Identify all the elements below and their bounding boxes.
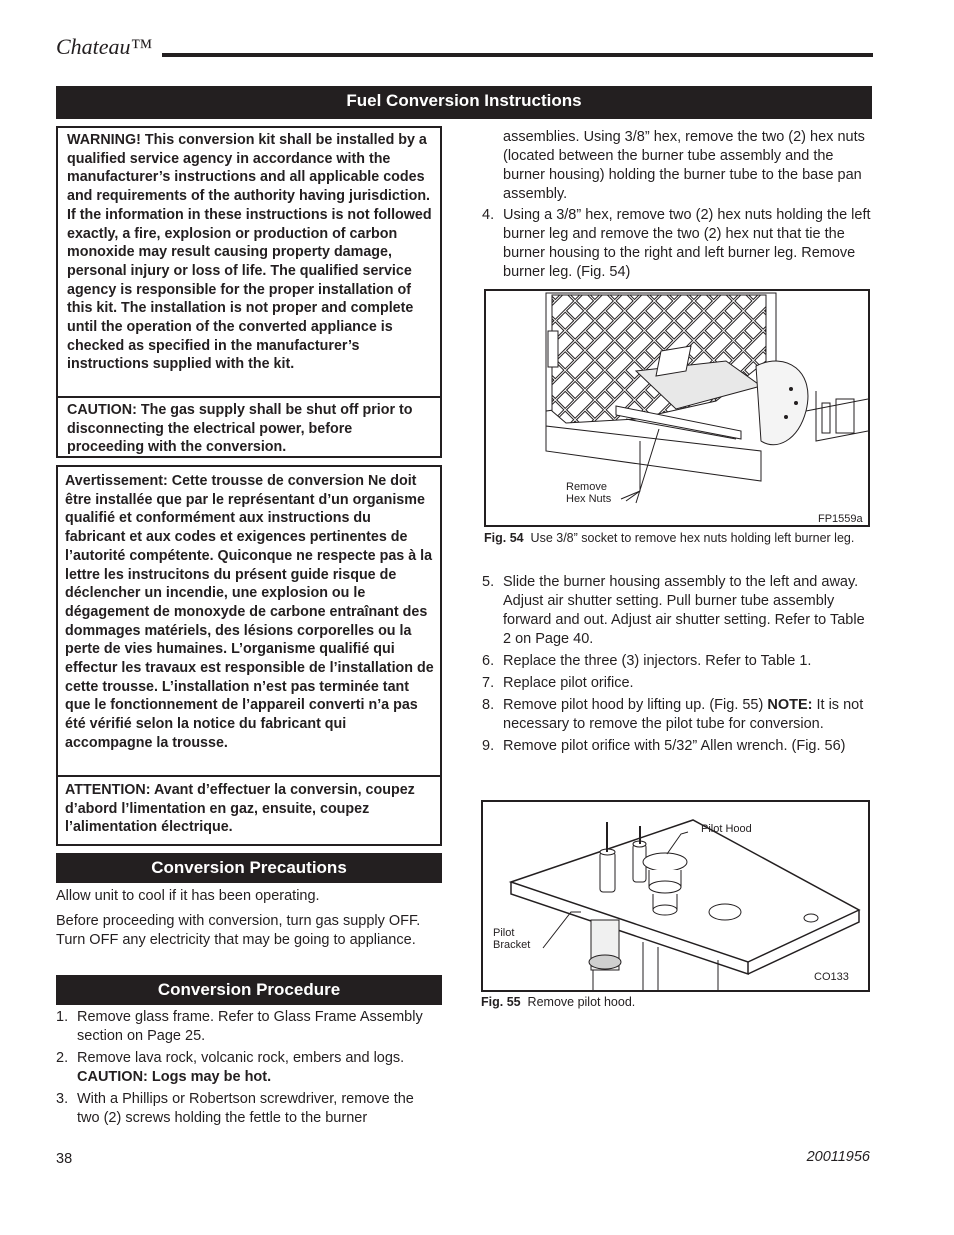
precautions-title: Conversion Precautions [56,853,442,883]
procedure-step-4 [482,206,872,285]
step-1 [56,1008,440,1046]
step-text: Slide the burner housing assembly to the left and away. Adjust air shutter setting. Pull burner tube assembly forward and out. Adjust air shutter setting. Refer to Table 2 on Page 40. [503,574,865,647]
fig54-code: FP1559a [818,513,863,525]
step-5 [482,573,872,649]
header-rule [162,53,873,57]
french-warning-box [56,465,442,846]
step-text: Remove pilot hood by lifting up. (Fig. 55) [503,697,768,713]
step-number: 4. [482,207,495,223]
step-text: Replace the three (3) injectors. Refer to Table 1. [503,653,812,669]
procedure-title: Conversion Procedure [56,975,442,1005]
step-9 [482,737,872,756]
avertissement-text: Avertissement: Cette trousse de conversion Ne doit être installée que par le représentant d’un organisme qualifié et conformément aux instructions du fabricant et aux codes et exigences pertinentes de l’autorité compétente. Quiconque ne respecte pas à la lettre les instrucitons du présent guide risque de déclencher un incendie, une explosion ou le dégagement de monoxyde de carbone entraînant des dommages matériels, des lésions corporelles ou la perte de vies humaines. L’organisme qualifié qui effectur les travaux est responsible de l’installation de cette trousse. L’installation n’est pas terminée tant que le fonctionnement de l’appareil converti n’a pas été vérifié selon la notice du fabricant qui accompagne la trousse. [65,473,434,751]
step-number: 5. [482,574,495,590]
fig54-caption-number: Fig. 54 [484,531,524,545]
precautions-p1: Allow unit to cool if it has been operating. [56,888,320,904]
fig54-label-remove-hex-nuts: Remove Hex Nuts [566,481,612,505]
step-text: Replace pilot orifice. [503,675,634,691]
warning-box [56,126,442,458]
step-4 [482,206,872,282]
page-number: 38 [56,1151,73,1167]
step-note: NOTE: [767,697,813,713]
step-text-cont: It is not necessary to remove the pilot tube for conversion. [503,697,864,732]
document-number: 20011956 [806,1149,870,1165]
fig54-caption [484,530,870,547]
figure-55 [481,800,870,992]
step-8 [482,696,872,734]
step-number: 8. [482,697,495,713]
step-number: 1. [56,1009,69,1025]
step-number: 3. [56,1091,69,1107]
french-divider [58,775,440,777]
attention-text: ATTENTION: Avant d’effectuer la conversin, coupez d’abord l’limentation en gaz, ensuite, coupez l’alimentation électrique. [65,782,415,836]
main-section-title: Fuel Conversion Instructions [56,86,872,119]
step-text: Remove pilot orifice with 5/32” Allen wrench. (Fig. 56) [503,738,846,754]
step-number: 9. [482,738,495,754]
caution-text: CAUTION: The gas supply shall be shut off prior to disconnecting the electrical power, before proceeding with the conversion. [67,402,413,456]
procedure-steps-left [56,1008,440,1131]
warning-divider [58,396,440,398]
step-text: Using a 3/8” hex, remove two (2) hex nuts holding the left burner leg and remove the two (2) hex nut that tie the burner housing to the right and left burner leg. Remove burner leg. (Fig. 54) [503,207,871,280]
step-number: 7. [482,675,495,691]
fig55-label-pilot-bracket: Pilot Bracket [493,927,531,951]
step-7 [482,674,872,693]
step-number: 2. [56,1050,69,1066]
fig55-caption-number: Fig. 55 [481,995,521,1009]
step-number: 6. [482,653,495,669]
precautions-p2: Before proceeding with conversion, turn gas supply OFF. Turn OFF any electricity that may be going to appliance. [56,913,421,948]
brand-title: Chateau™ [56,34,153,59]
fig55-code: CO133 [814,971,849,983]
step-text: Remove glass frame. Refer to Glass Frame Assembly section on Page 25. [77,1009,423,1044]
warning-text: WARNING! This conversion kit shall be installed by a qualified service agency in accordance with the manufacturer’s instructions and all applicable codes and requirements of the authority having jurisdiction. If the information in these instructions is not followed exactly, a fire, explosion or production of carbon monoxide may result causing property damage, personal injury or loss of life. The qualified service agency is responsible for the proper installation of this kit. The installation is not proper and complete until the operation of the converted appliance is checked as specified in the manufacturer’s instructions supplied with the kit. [67,132,432,373]
step-3-continued: assemblies. Using 3/8” hex, remove the two (2) hex nuts (located between the burner tube assembly and the burner housing) holding the burner tube to the base pan assembly. [503,129,865,202]
step-6 [482,652,872,671]
procedure-steps-right [482,573,872,759]
figure-54 [484,289,870,527]
fig55-label-pilot-hood: Pilot Hood [701,823,752,835]
fig55-caption-text: Remove pilot hood. [527,995,636,1009]
fireplace-burner-illustration [486,291,868,525]
pilot-assembly-illustration [483,802,868,990]
step-2 [56,1049,440,1087]
step-caution: CAUTION: Logs may be hot. [77,1069,272,1085]
step-3 [56,1090,440,1128]
step-text: With a Phillips or Robertson screwdriver, remove the two (2) screws holding the fettle to the burner [77,1091,414,1126]
fig54-caption-text: Use 3/8” socket to remove hex nuts holding left burner leg. [530,531,855,545]
fig55-caption [481,994,867,1011]
step-text: Remove lava rock, volcanic rock, embers and logs. [77,1050,405,1066]
